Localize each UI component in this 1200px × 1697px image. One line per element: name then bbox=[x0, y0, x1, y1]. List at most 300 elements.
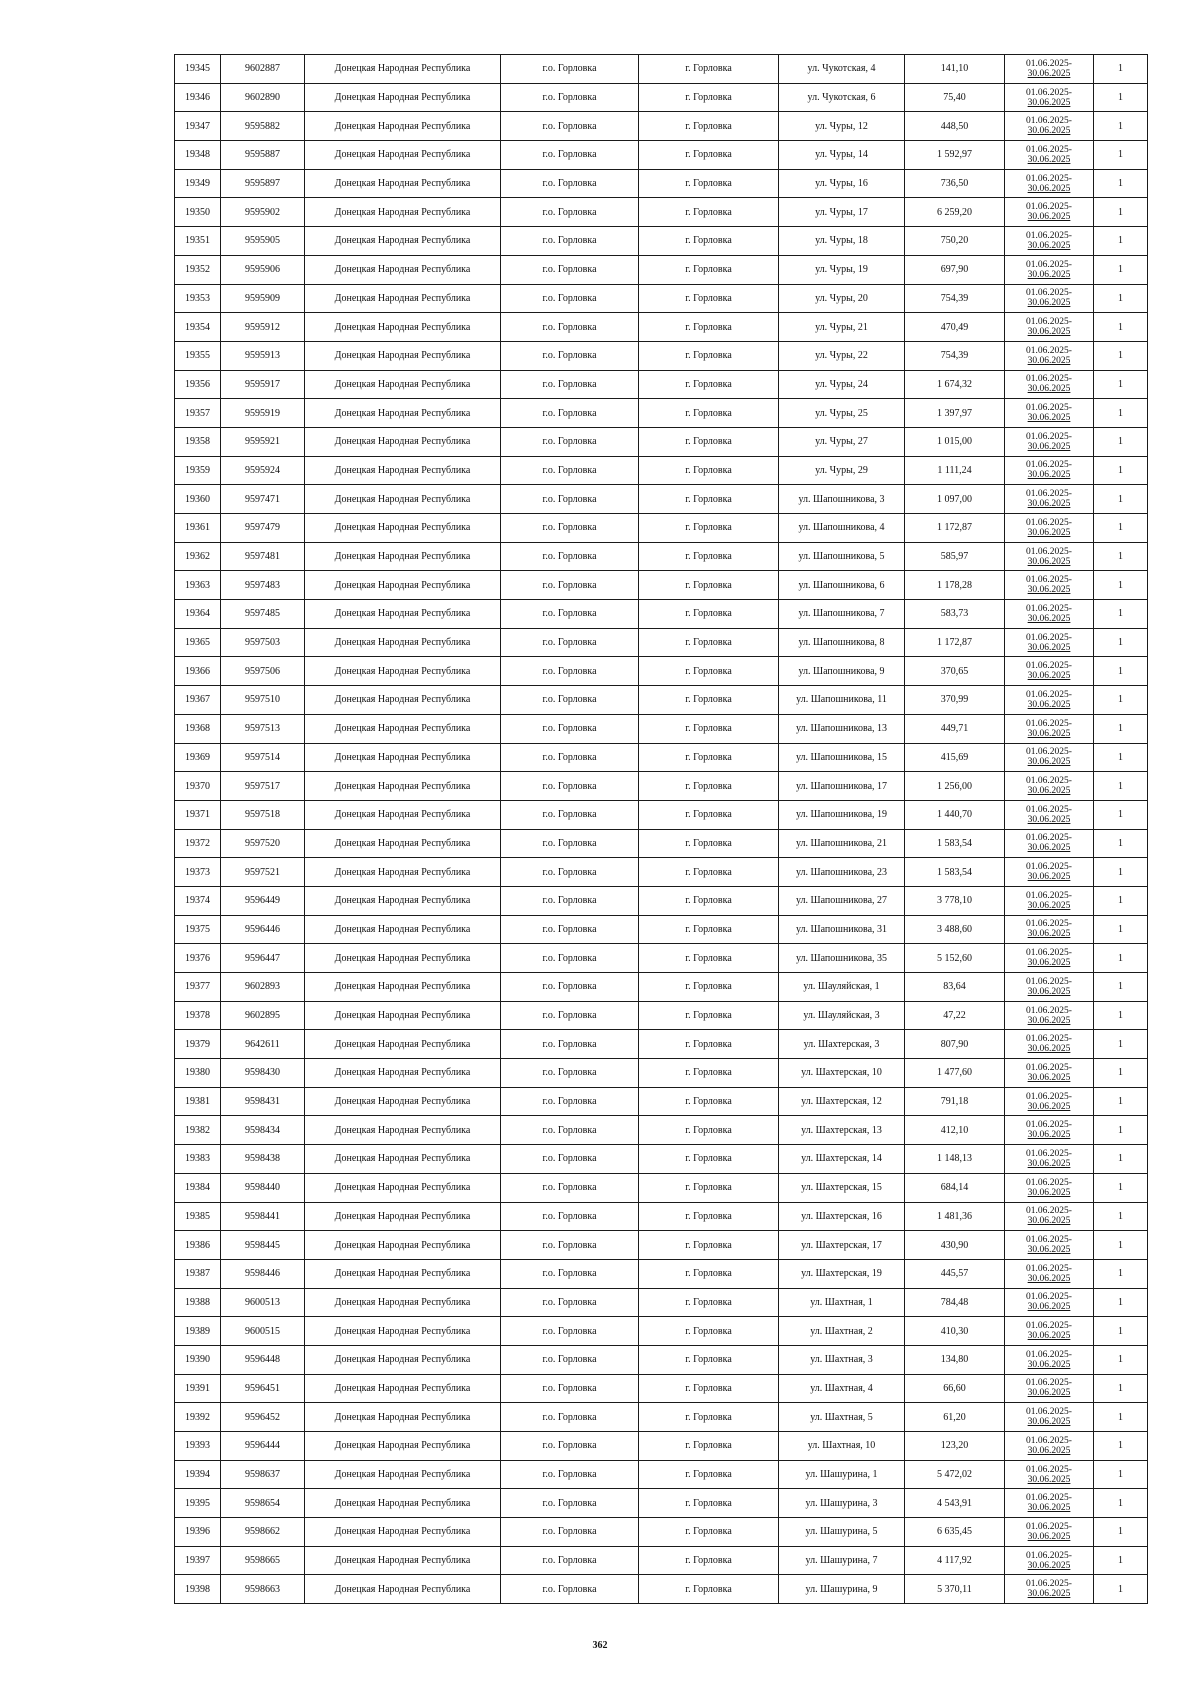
quantity-cell: 1 bbox=[1094, 399, 1148, 428]
quantity-cell: 1 bbox=[1094, 714, 1148, 743]
address-cell: ул. Шахтная, 5 bbox=[779, 1403, 905, 1432]
area-cell: 5 472,02 bbox=[905, 1460, 1005, 1489]
area-cell: 1 178,28 bbox=[905, 571, 1005, 600]
address-cell: ул. Шахтерская, 19 bbox=[779, 1259, 905, 1288]
table-row bbox=[175, 227, 1148, 256]
object-code-cell: 9595919 bbox=[221, 399, 305, 428]
quantity-cell: 1 bbox=[1094, 255, 1148, 284]
period-end: 30.06.2025 bbox=[1027, 327, 1071, 338]
address-cell: ул. Шапошникова, 27 bbox=[779, 886, 905, 915]
region-cell: Донецкая Народная Республика bbox=[305, 829, 501, 858]
period-cell bbox=[1005, 944, 1094, 973]
object-code-cell: 9598430 bbox=[221, 1059, 305, 1088]
area-cell: 61,20 bbox=[905, 1403, 1005, 1432]
area-cell: 583,73 bbox=[905, 600, 1005, 629]
object-code-cell: 9596444 bbox=[221, 1432, 305, 1461]
table-row bbox=[175, 141, 1148, 170]
region-cell: Донецкая Народная Республика bbox=[305, 858, 501, 887]
city-cell: г. Горловка bbox=[639, 743, 779, 772]
city-cell: г. Горловка bbox=[639, 169, 779, 198]
period-cell bbox=[1005, 1001, 1094, 1030]
city-cell: г. Горловка bbox=[639, 800, 779, 829]
region-cell: Донецкая Народная Республика bbox=[305, 915, 501, 944]
object-code-cell: 9598434 bbox=[221, 1116, 305, 1145]
period-cell bbox=[1005, 341, 1094, 370]
object-code-cell: 9598654 bbox=[221, 1489, 305, 1518]
table-row bbox=[175, 829, 1148, 858]
period-cell bbox=[1005, 112, 1094, 141]
period-cell bbox=[1005, 1403, 1094, 1432]
object-code-cell: 9598441 bbox=[221, 1202, 305, 1231]
period-cell bbox=[1005, 1374, 1094, 1403]
city-cell: г. Горловка bbox=[639, 714, 779, 743]
quantity-cell: 1 bbox=[1094, 1432, 1148, 1461]
period-end: 30.06.2025 bbox=[1027, 183, 1071, 194]
row-number-cell: 19348 bbox=[175, 141, 221, 170]
quantity-cell: 1 bbox=[1094, 1202, 1148, 1231]
district-cell: г.о. Горловка bbox=[501, 542, 639, 571]
row-number-cell: 19389 bbox=[175, 1317, 221, 1346]
quantity-cell: 1 bbox=[1094, 628, 1148, 657]
period-start: 01.06.2025- bbox=[1026, 403, 1072, 414]
address-cell: ул. Шахтная, 3 bbox=[779, 1345, 905, 1374]
address-cell: ул. Шашурина, 9 bbox=[779, 1575, 905, 1604]
period-end: 30.06.2025 bbox=[1027, 1388, 1071, 1399]
object-code-cell: 9597510 bbox=[221, 686, 305, 715]
object-code-cell: 9596452 bbox=[221, 1403, 305, 1432]
period-end: 30.06.2025 bbox=[1027, 1474, 1071, 1485]
table-row bbox=[175, 112, 1148, 141]
area-cell: 1 583,54 bbox=[905, 858, 1005, 887]
row-number-cell: 19356 bbox=[175, 370, 221, 399]
city-cell: г. Горловка bbox=[639, 1374, 779, 1403]
area-cell: 1 015,00 bbox=[905, 427, 1005, 456]
region-cell: Донецкая Народная Республика bbox=[305, 686, 501, 715]
object-code-cell: 9596447 bbox=[221, 944, 305, 973]
district-cell: г.о. Горловка bbox=[501, 341, 639, 370]
area-cell: 1 440,70 bbox=[905, 800, 1005, 829]
city-cell: г. Горловка bbox=[639, 1001, 779, 1030]
quantity-cell: 1 bbox=[1094, 1173, 1148, 1202]
period-start: 01.06.2025- bbox=[1026, 230, 1072, 241]
area-cell: 4 117,92 bbox=[905, 1546, 1005, 1575]
region-cell: Донецкая Народная Республика bbox=[305, 1518, 501, 1547]
quantity-cell: 1 bbox=[1094, 1231, 1148, 1260]
region-cell: Донецкая Народная Республика bbox=[305, 1403, 501, 1432]
district-cell: г.о. Горловка bbox=[501, 313, 639, 342]
quantity-cell: 1 bbox=[1094, 944, 1148, 973]
area-cell: 1 148,13 bbox=[905, 1145, 1005, 1174]
quantity-cell: 1 bbox=[1094, 743, 1148, 772]
quantity-cell: 1 bbox=[1094, 657, 1148, 686]
row-number-cell: 19349 bbox=[175, 169, 221, 198]
row-number-cell: 19378 bbox=[175, 1001, 221, 1030]
area-cell: 1 397,97 bbox=[905, 399, 1005, 428]
row-number-cell: 19351 bbox=[175, 227, 221, 256]
address-cell: ул. Шахтерская, 16 bbox=[779, 1202, 905, 1231]
region-cell: Донецкая Народная Республика bbox=[305, 944, 501, 973]
city-cell: г. Горловка bbox=[639, 1317, 779, 1346]
area-cell: 5 370,11 bbox=[905, 1575, 1005, 1604]
period-cell bbox=[1005, 571, 1094, 600]
area-cell: 415,69 bbox=[905, 743, 1005, 772]
period-cell bbox=[1005, 1518, 1094, 1547]
period-cell bbox=[1005, 1489, 1094, 1518]
address-cell: ул. Шапошникова, 15 bbox=[779, 743, 905, 772]
object-code-cell: 9595887 bbox=[221, 141, 305, 170]
quantity-cell: 1 bbox=[1094, 858, 1148, 887]
table-row bbox=[175, 600, 1148, 629]
period-end: 30.06.2025 bbox=[1027, 872, 1071, 883]
quantity-cell: 1 bbox=[1094, 341, 1148, 370]
district-cell: г.о. Горловка bbox=[501, 772, 639, 801]
object-code-cell: 9597517 bbox=[221, 772, 305, 801]
address-cell: ул. Шахтная, 10 bbox=[779, 1432, 905, 1461]
address-cell: ул. Шахтная, 1 bbox=[779, 1288, 905, 1317]
address-cell: ул. Шашурина, 7 bbox=[779, 1546, 905, 1575]
period-end: 30.06.2025 bbox=[1027, 1331, 1071, 1342]
address-cell: ул. Шахтерская, 10 bbox=[779, 1059, 905, 1088]
region-cell: Донецкая Народная Республика bbox=[305, 1460, 501, 1489]
district-cell: г.о. Горловка bbox=[501, 915, 639, 944]
quantity-cell: 1 bbox=[1094, 55, 1148, 84]
period-start: 01.06.2025- bbox=[1026, 862, 1072, 873]
period-start: 01.06.2025- bbox=[1026, 489, 1072, 500]
area-cell: 47,22 bbox=[905, 1001, 1005, 1030]
region-cell: Донецкая Народная Республика bbox=[305, 1202, 501, 1231]
quantity-cell: 1 bbox=[1094, 1489, 1148, 1518]
area-cell: 807,90 bbox=[905, 1030, 1005, 1059]
table-row bbox=[175, 944, 1148, 973]
period-start: 01.06.2025- bbox=[1026, 1263, 1072, 1274]
period-start: 01.06.2025- bbox=[1026, 575, 1072, 586]
district-cell: г.о. Горловка bbox=[501, 1231, 639, 1260]
period-end: 30.06.2025 bbox=[1027, 499, 1071, 510]
row-number-cell: 19392 bbox=[175, 1403, 221, 1432]
table-row bbox=[175, 341, 1148, 370]
period-cell bbox=[1005, 1202, 1094, 1231]
period-start: 01.06.2025- bbox=[1026, 1435, 1072, 1446]
table-row bbox=[175, 1575, 1148, 1604]
area-cell: 585,97 bbox=[905, 542, 1005, 571]
period-start: 01.06.2025- bbox=[1026, 345, 1072, 356]
table-row bbox=[175, 886, 1148, 915]
period-start: 01.06.2025- bbox=[1026, 288, 1072, 299]
object-code-cell: 9596446 bbox=[221, 915, 305, 944]
region-cell: Донецкая Народная Республика bbox=[305, 456, 501, 485]
table-row bbox=[175, 1116, 1148, 1145]
period-start: 01.06.2025- bbox=[1026, 890, 1072, 901]
period-end: 30.06.2025 bbox=[1027, 1072, 1071, 1083]
table-row bbox=[175, 1145, 1148, 1174]
period-cell bbox=[1005, 1173, 1094, 1202]
row-number-cell: 19371 bbox=[175, 800, 221, 829]
period-start: 01.06.2025- bbox=[1026, 1493, 1072, 1504]
object-code-cell: 9598662 bbox=[221, 1518, 305, 1547]
district-cell: г.о. Горловка bbox=[501, 858, 639, 887]
city-cell: г. Горловка bbox=[639, 686, 779, 715]
period-end: 30.06.2025 bbox=[1027, 1445, 1071, 1456]
period-start: 01.06.2025- bbox=[1026, 1521, 1072, 1532]
period-end: 30.06.2025 bbox=[1027, 1187, 1071, 1198]
period-start: 01.06.2025- bbox=[1026, 173, 1072, 184]
period-start: 01.06.2025- bbox=[1026, 374, 1072, 385]
period-start: 01.06.2025- bbox=[1026, 718, 1072, 729]
city-cell: г. Горловка bbox=[639, 1030, 779, 1059]
city-cell: г. Горловка bbox=[639, 858, 779, 887]
address-cell: ул. Чукотская, 4 bbox=[779, 55, 905, 84]
row-number-cell: 19386 bbox=[175, 1231, 221, 1260]
area-cell: 75,40 bbox=[905, 83, 1005, 112]
address-cell: ул. Шахтная, 4 bbox=[779, 1374, 905, 1403]
period-start: 01.06.2025- bbox=[1026, 1407, 1072, 1418]
city-cell: г. Горловка bbox=[639, 1173, 779, 1202]
table-row bbox=[175, 1173, 1148, 1202]
region-cell: Донецкая Народная Республика bbox=[305, 1173, 501, 1202]
object-code-cell: 9597513 bbox=[221, 714, 305, 743]
district-cell: г.о. Горловка bbox=[501, 485, 639, 514]
quantity-cell: 1 bbox=[1094, 456, 1148, 485]
table-row bbox=[175, 1087, 1148, 1116]
address-cell: ул. Шахтерская, 13 bbox=[779, 1116, 905, 1145]
period-start: 01.06.2025- bbox=[1026, 776, 1072, 787]
city-cell: г. Горловка bbox=[639, 1546, 779, 1575]
table-row bbox=[175, 1030, 1148, 1059]
object-code-cell: 9597471 bbox=[221, 485, 305, 514]
area-cell: 1 172,87 bbox=[905, 628, 1005, 657]
table-row bbox=[175, 55, 1148, 84]
row-number-cell: 19358 bbox=[175, 427, 221, 456]
region-cell: Донецкая Народная Республика bbox=[305, 55, 501, 84]
object-code-cell: 9597479 bbox=[221, 514, 305, 543]
table-row bbox=[175, 284, 1148, 313]
data-table bbox=[174, 54, 1148, 1604]
city-cell: г. Горловка bbox=[639, 313, 779, 342]
district-cell: г.о. Горловка bbox=[501, 657, 639, 686]
period-end: 30.06.2025 bbox=[1027, 97, 1071, 108]
table-row bbox=[175, 714, 1148, 743]
period-end: 30.06.2025 bbox=[1027, 1044, 1071, 1055]
address-cell: ул. Шапошникова, 7 bbox=[779, 600, 905, 629]
address-cell: ул. Чуры, 20 bbox=[779, 284, 905, 313]
period-start: 01.06.2025- bbox=[1026, 87, 1072, 98]
region-cell: Донецкая Народная Республика bbox=[305, 571, 501, 600]
quantity-cell: 1 bbox=[1094, 800, 1148, 829]
district-cell: г.о. Горловка bbox=[501, 944, 639, 973]
object-code-cell: 9595924 bbox=[221, 456, 305, 485]
city-cell: г. Горловка bbox=[639, 485, 779, 514]
period-cell bbox=[1005, 1231, 1094, 1260]
area-cell: 1 583,54 bbox=[905, 829, 1005, 858]
region-cell: Донецкая Народная Республика bbox=[305, 1145, 501, 1174]
quantity-cell: 1 bbox=[1094, 485, 1148, 514]
city-cell: г. Горловка bbox=[639, 600, 779, 629]
city-cell: г. Горловка bbox=[639, 628, 779, 657]
district-cell: г.о. Горловка bbox=[501, 427, 639, 456]
row-number-cell: 19359 bbox=[175, 456, 221, 485]
table-row bbox=[175, 858, 1148, 887]
address-cell: ул. Шахтная, 2 bbox=[779, 1317, 905, 1346]
area-cell: 1 674,32 bbox=[905, 370, 1005, 399]
quantity-cell: 1 bbox=[1094, 600, 1148, 629]
object-code-cell: 9602893 bbox=[221, 973, 305, 1002]
area-cell: 4 543,91 bbox=[905, 1489, 1005, 1518]
area-cell: 430,90 bbox=[905, 1231, 1005, 1260]
district-cell: г.о. Горловка bbox=[501, 399, 639, 428]
city-cell: г. Горловка bbox=[639, 514, 779, 543]
address-cell: ул. Шахтерская, 12 bbox=[779, 1087, 905, 1116]
period-cell bbox=[1005, 600, 1094, 629]
object-code-cell: 9598445 bbox=[221, 1231, 305, 1260]
table-row bbox=[175, 743, 1148, 772]
period-end: 30.06.2025 bbox=[1027, 1015, 1071, 1026]
row-number-cell: 19353 bbox=[175, 284, 221, 313]
address-cell: ул. Шахтерская, 3 bbox=[779, 1030, 905, 1059]
region-cell: Донецкая Народная Республика bbox=[305, 1231, 501, 1260]
area-cell: 1 172,87 bbox=[905, 514, 1005, 543]
period-cell bbox=[1005, 514, 1094, 543]
row-number-cell: 19393 bbox=[175, 1432, 221, 1461]
table-row bbox=[175, 657, 1148, 686]
table-row bbox=[175, 1231, 1148, 1260]
period-cell bbox=[1005, 886, 1094, 915]
quantity-cell: 1 bbox=[1094, 83, 1148, 112]
area-cell: 1 111,24 bbox=[905, 456, 1005, 485]
city-cell: г. Горловка bbox=[639, 1575, 779, 1604]
object-code-cell: 9597481 bbox=[221, 542, 305, 571]
table-row bbox=[175, 485, 1148, 514]
area-cell: 750,20 bbox=[905, 227, 1005, 256]
city-cell: г. Горловка bbox=[639, 1059, 779, 1088]
district-cell: г.о. Горловка bbox=[501, 227, 639, 256]
region-cell: Донецкая Народная Республика bbox=[305, 1546, 501, 1575]
district-cell: г.о. Горловка bbox=[501, 973, 639, 1002]
period-cell bbox=[1005, 284, 1094, 313]
row-number-cell: 19390 bbox=[175, 1345, 221, 1374]
city-cell: г. Горловка bbox=[639, 83, 779, 112]
city-cell: г. Горловка bbox=[639, 427, 779, 456]
region-cell: Донецкая Народная Республика bbox=[305, 514, 501, 543]
object-code-cell: 9595921 bbox=[221, 427, 305, 456]
table-row bbox=[175, 1288, 1148, 1317]
period-cell bbox=[1005, 370, 1094, 399]
row-number-cell: 19391 bbox=[175, 1374, 221, 1403]
period-start: 01.06.2025- bbox=[1026, 1378, 1072, 1389]
object-code-cell: 9602895 bbox=[221, 1001, 305, 1030]
object-code-cell: 9598446 bbox=[221, 1259, 305, 1288]
row-number-cell: 19345 bbox=[175, 55, 221, 84]
period-cell bbox=[1005, 1460, 1094, 1489]
region-cell: Донецкая Народная Республика bbox=[305, 83, 501, 112]
period-end: 30.06.2025 bbox=[1027, 1101, 1071, 1112]
quantity-cell: 1 bbox=[1094, 227, 1148, 256]
area-cell: 141,10 bbox=[905, 55, 1005, 84]
object-code-cell: 9595917 bbox=[221, 370, 305, 399]
period-end: 30.06.2025 bbox=[1027, 1417, 1071, 1428]
quantity-cell: 1 bbox=[1094, 1518, 1148, 1547]
district-cell: г.о. Горловка bbox=[501, 169, 639, 198]
district-cell: г.о. Горловка bbox=[501, 1259, 639, 1288]
region-cell: Донецкая Народная Республика bbox=[305, 1259, 501, 1288]
district-cell: г.о. Горловка bbox=[501, 1489, 639, 1518]
quantity-cell: 1 bbox=[1094, 772, 1148, 801]
row-number-cell: 19365 bbox=[175, 628, 221, 657]
district-cell: г.о. Горловка bbox=[501, 1518, 639, 1547]
address-cell: ул. Шапошникова, 31 bbox=[779, 915, 905, 944]
district-cell: г.о. Горловка bbox=[501, 829, 639, 858]
region-cell: Донецкая Народная Республика bbox=[305, 141, 501, 170]
region-cell: Донецкая Народная Республика bbox=[305, 1317, 501, 1346]
city-cell: г. Горловка bbox=[639, 973, 779, 1002]
period-cell bbox=[1005, 198, 1094, 227]
period-start: 01.06.2025- bbox=[1026, 1579, 1072, 1590]
period-start: 01.06.2025- bbox=[1026, 1177, 1072, 1188]
object-code-cell: 9595912 bbox=[221, 313, 305, 342]
address-cell: ул. Шашурина, 5 bbox=[779, 1518, 905, 1547]
period-start: 01.06.2025- bbox=[1026, 919, 1072, 930]
period-end: 30.06.2025 bbox=[1027, 384, 1071, 395]
quantity-cell: 1 bbox=[1094, 1288, 1148, 1317]
period-cell bbox=[1005, 1317, 1094, 1346]
quantity-cell: 1 bbox=[1094, 571, 1148, 600]
region-cell: Донецкая Народная Республика bbox=[305, 198, 501, 227]
quantity-cell: 1 bbox=[1094, 1345, 1148, 1374]
city-cell: г. Горловка bbox=[639, 112, 779, 141]
object-code-cell: 9600515 bbox=[221, 1317, 305, 1346]
quantity-cell: 1 bbox=[1094, 1374, 1148, 1403]
period-cell bbox=[1005, 657, 1094, 686]
quantity-cell: 1 bbox=[1094, 141, 1148, 170]
table-row bbox=[175, 915, 1148, 944]
region-cell: Донецкая Народная Республика bbox=[305, 600, 501, 629]
district-cell: г.о. Горловка bbox=[501, 743, 639, 772]
address-cell: ул. Шапошникова, 17 bbox=[779, 772, 905, 801]
region-cell: Донецкая Народная Республика bbox=[305, 255, 501, 284]
table-row bbox=[175, 370, 1148, 399]
district-cell: г.о. Горловка bbox=[501, 1374, 639, 1403]
region-cell: Донецкая Народная Республика bbox=[305, 1001, 501, 1030]
row-number-cell: 19375 bbox=[175, 915, 221, 944]
area-cell: 791,18 bbox=[905, 1087, 1005, 1116]
row-number-cell: 19381 bbox=[175, 1087, 221, 1116]
period-end: 30.06.2025 bbox=[1027, 642, 1071, 653]
table-row bbox=[175, 1403, 1148, 1432]
period-end: 30.06.2025 bbox=[1027, 900, 1071, 911]
district-cell: г.о. Горловка bbox=[501, 112, 639, 141]
area-cell: 784,48 bbox=[905, 1288, 1005, 1317]
object-code-cell: 9642611 bbox=[221, 1030, 305, 1059]
city-cell: г. Горловка bbox=[639, 944, 779, 973]
period-cell bbox=[1005, 686, 1094, 715]
row-number-cell: 19364 bbox=[175, 600, 221, 629]
region-cell: Донецкая Народная Республика bbox=[305, 772, 501, 801]
object-code-cell: 9595897 bbox=[221, 169, 305, 198]
table-row bbox=[175, 973, 1148, 1002]
district-cell: г.о. Горловка bbox=[501, 1116, 639, 1145]
address-cell: ул. Чуры, 17 bbox=[779, 198, 905, 227]
period-cell bbox=[1005, 456, 1094, 485]
area-cell: 123,20 bbox=[905, 1432, 1005, 1461]
city-cell: г. Горловка bbox=[639, 227, 779, 256]
period-start: 01.06.2025- bbox=[1026, 144, 1072, 155]
period-end: 30.06.2025 bbox=[1027, 1589, 1071, 1600]
address-cell: ул. Чукотская, 6 bbox=[779, 83, 905, 112]
region-cell: Донецкая Народная Республика bbox=[305, 1087, 501, 1116]
period-cell bbox=[1005, 973, 1094, 1002]
quantity-cell: 1 bbox=[1094, 886, 1148, 915]
district-cell: г.о. Горловка bbox=[501, 1202, 639, 1231]
district-cell: г.о. Горловка bbox=[501, 1173, 639, 1202]
